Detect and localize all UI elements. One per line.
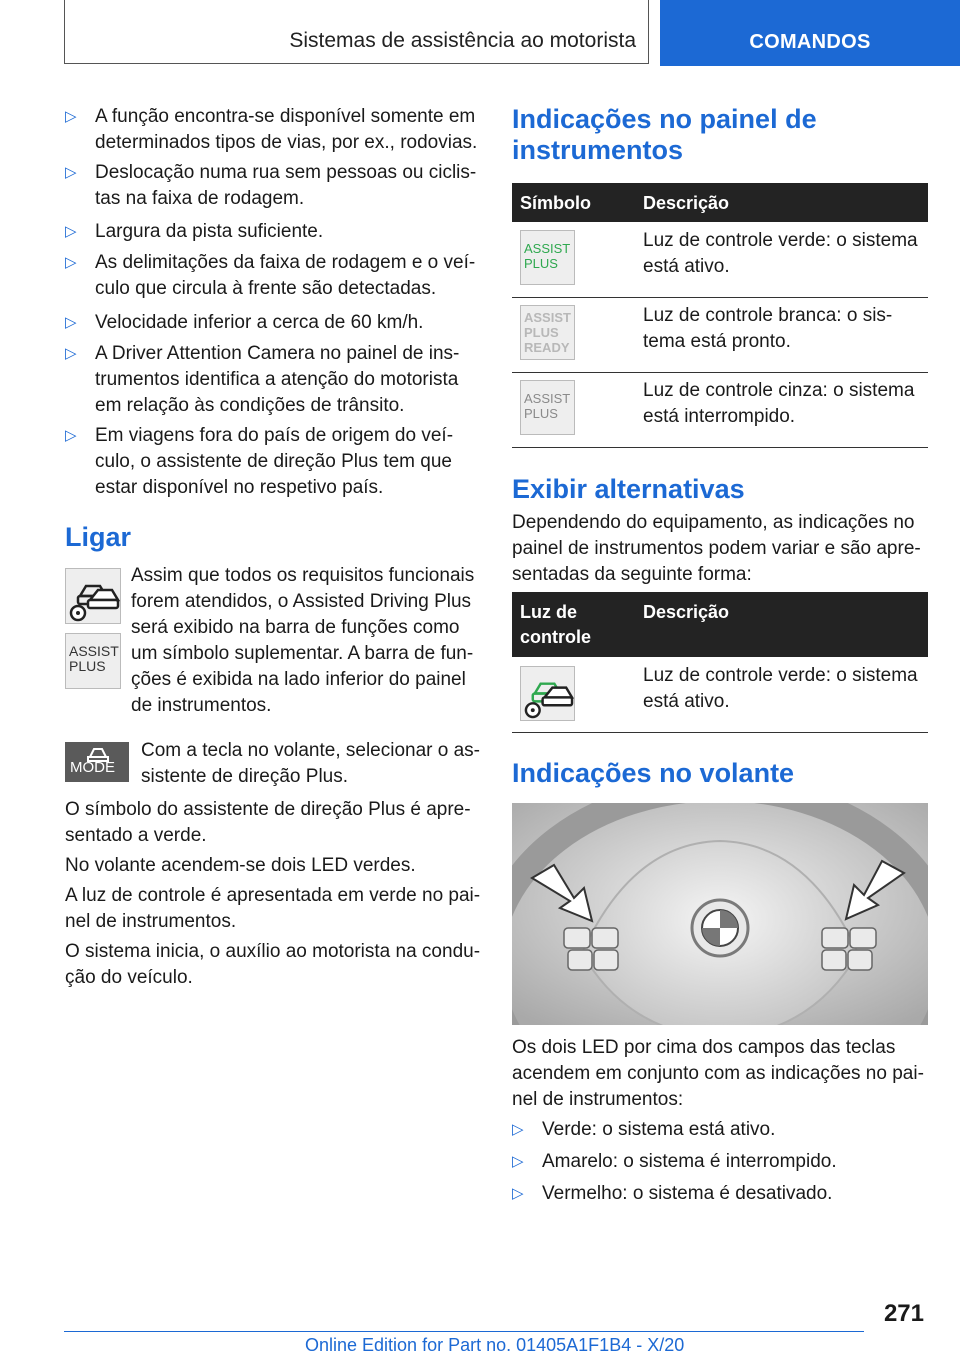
desc-line: Luz de controle verde: o sistema [643,230,918,251]
table1-header [512,183,928,222]
table2-row [512,657,928,733]
bullet-item [65,310,485,336]
paragraph [65,883,480,935]
triangle-bullet-icon: ▷ [65,223,77,240]
triangle-bullet-icon: ▷ [65,345,77,362]
bullet-item [65,104,485,156]
text-line: O sistema inicia, o auxílio ao motorista na condu- [65,941,481,962]
bullet-text [95,219,485,245]
table1-header-description: Descrição [643,193,730,213]
bullet-text [95,423,485,501]
steering-wheel-image [512,803,928,1025]
triangle-bullet-icon: ▷ [65,108,77,125]
alternatives-paragraph [512,510,921,588]
text-line: nel de instrumentos. [65,911,237,932]
desc-line: está ativo. [643,256,730,277]
heading-ligar: Ligar [65,522,132,552]
bullet-text: Verde: o sistema está ativo. [542,1119,776,1140]
table2-header-control-line1: Luz de [520,602,577,622]
table1-row [512,372,928,448]
text-line: trumentos identifica a atenção do motorista [95,369,459,390]
table2-header-description: Descrição [643,602,730,622]
assist-plus-icon [520,230,575,285]
desc-line: Luz de controle cinza: o sistema [643,380,915,401]
ligar-paragraph-1 [131,563,474,719]
text-line: A luz de controle é apresentada em verde no pai- [65,885,481,906]
text-line: em relação às condições de trânsito. [95,395,405,416]
text-line: Velocidade inferior a cerca de 60 km/h. [95,312,424,333]
text-line: A função encontra-se disponível somente em [95,106,476,127]
text-line: sentado a verde. [65,825,207,846]
mode-button-label: MODE [70,759,115,776]
text-line: Largura da pista suficiente. [95,221,324,242]
bullet-item [65,423,485,501]
text-line: culo, o assistente de direção Plus tem que [95,451,452,472]
table1-row-description [643,303,928,355]
section-title-box [64,0,649,64]
desc-line: está ativo. [643,691,730,712]
text-line: tas na faixa de rodagem. [95,188,305,209]
text-line: ções é exibida na lado inferior do painel [131,669,466,690]
assist-plus-icon-label: ASSIST PLUS READY [524,310,571,355]
desc-line: Luz de controle branca: o sis- [643,305,893,326]
paragraph [65,797,471,849]
tab-comandos[interactable] [660,0,960,66]
text-line: No volante acendem-se dois LED verdes. [65,855,416,876]
text-line: um símbolo suplementar. A barra de fun- [131,643,474,664]
text-line: Assim que todos os requisitos funcionais [131,565,475,586]
desc-line: tema está pronto. [643,331,791,352]
bullet-item [65,250,485,302]
text-line: forem atendidos, o Assisted Driving Plus [131,591,472,612]
volante-paragraph [512,1035,924,1113]
heading-line: Indicações no painel de [512,104,817,134]
bullet-text [95,250,485,302]
assist-plus-icon [520,305,575,360]
table2-row-description [643,663,928,715]
table1-row-description [643,228,928,280]
assist-plus-icon [520,380,575,435]
ligar-paragraph-2 [141,738,480,790]
text-line: culo que circula à frente são detectadas. [95,278,437,299]
triangle-bullet-icon: ▷ [512,1153,524,1170]
bullet-text: Vermelho: o sistema é desativado. [542,1183,833,1204]
table1-header-symbol: Símbolo [520,193,591,213]
table2-header [512,592,928,657]
bullet-item [512,1117,932,1143]
heading-instrument-panel [512,104,817,166]
assist-plus-icon [65,633,121,689]
paragraph [65,939,480,991]
text-line: Dependendo do equipamento, as indicações no [512,512,915,533]
text-line: de instrumentos. [131,695,272,716]
paragraph [65,853,416,879]
bullet-text: Amarelo: o sistema é interrompido. [542,1151,837,1172]
desc-line: está interrompido. [643,406,796,427]
triangle-bullet-icon: ▷ [65,427,77,444]
mode-button-icon [65,742,129,782]
text-line: acendem em conjunto com as indicações no pai- [512,1063,924,1084]
text-line: determinados tipos de vias, por ex., rodovias. [95,132,478,153]
text-line: sistente de direção Plus. [141,766,349,787]
assist-plus-icon-label: ASSIST PLUS [524,391,571,421]
bullet-item [512,1149,932,1175]
table1-row-description [643,378,928,430]
page-header [0,0,960,66]
table2-header-control-line2: controle [520,627,592,647]
page-number: 271 [883,1300,924,1327]
heading-line: instrumentos [512,135,684,165]
text-line: estar disponível no respetivo país. [95,477,384,498]
text-line: ção do veículo. [65,967,193,988]
tab-comandos-label: COMANDOS [749,31,871,53]
text-line: painel de instrumentos podem variar e são apre- [512,538,921,559]
bullet-item [65,160,485,212]
triangle-bullet-icon: ▷ [65,314,77,331]
lane-assist-icon [65,568,121,624]
text-line: Com a tecla no volante, selecionar o as- [141,740,481,761]
text-line: A Driver Attention Camera no painel de ins- [95,343,460,364]
bullet-text [95,310,485,336]
bullet-text [95,341,485,419]
triangle-bullet-icon: ▷ [65,254,77,271]
text-line: Em viagens fora do país de origem do veí- [95,425,454,446]
bullet-item [65,341,485,419]
text-line: As delimitações da faixa de rodagem e o veí- [95,252,476,273]
table1-row [512,222,928,298]
heading-exibir: Exibir alternativas [512,474,745,504]
footer-edition: Online Edition for Part no. 01405A1F1B4 - X/20 [305,1335,685,1355]
lane-assist-icon [520,666,575,721]
text-line: O símbolo do assistente de direção Plus é apre- [65,799,471,820]
bullet-text [95,160,485,212]
text-line: será exibido na barra de funções como [131,617,460,638]
text-line: Deslocação numa rua sem pessoas ou ciclis- [95,162,477,183]
triangle-bullet-icon: ▷ [512,1121,524,1138]
bullet-item [65,219,485,245]
text-line: Os dois LED por cima dos campos das teclas [512,1037,896,1058]
triangle-bullet-icon: ▷ [65,164,77,181]
table1-row [512,297,928,373]
triangle-bullet-icon: ▷ [512,1185,524,1202]
section-title: Sistemas de assistência ao motorista [289,29,636,52]
text-line: nel de instrumentos: [512,1089,684,1110]
assist-plus-icon-label: ASSIST PLUS [524,241,571,271]
text-line: sentadas da seguinte forma: [512,564,752,585]
bullet-item [512,1181,932,1207]
desc-line: Luz de controle verde: o sistema [643,665,918,686]
bullet-text [95,104,485,156]
heading-volante: Indicações no volante [512,758,795,788]
footer-divider [64,1331,864,1332]
assist-plus-icon-label: ASSIST PLUS [69,643,119,674]
